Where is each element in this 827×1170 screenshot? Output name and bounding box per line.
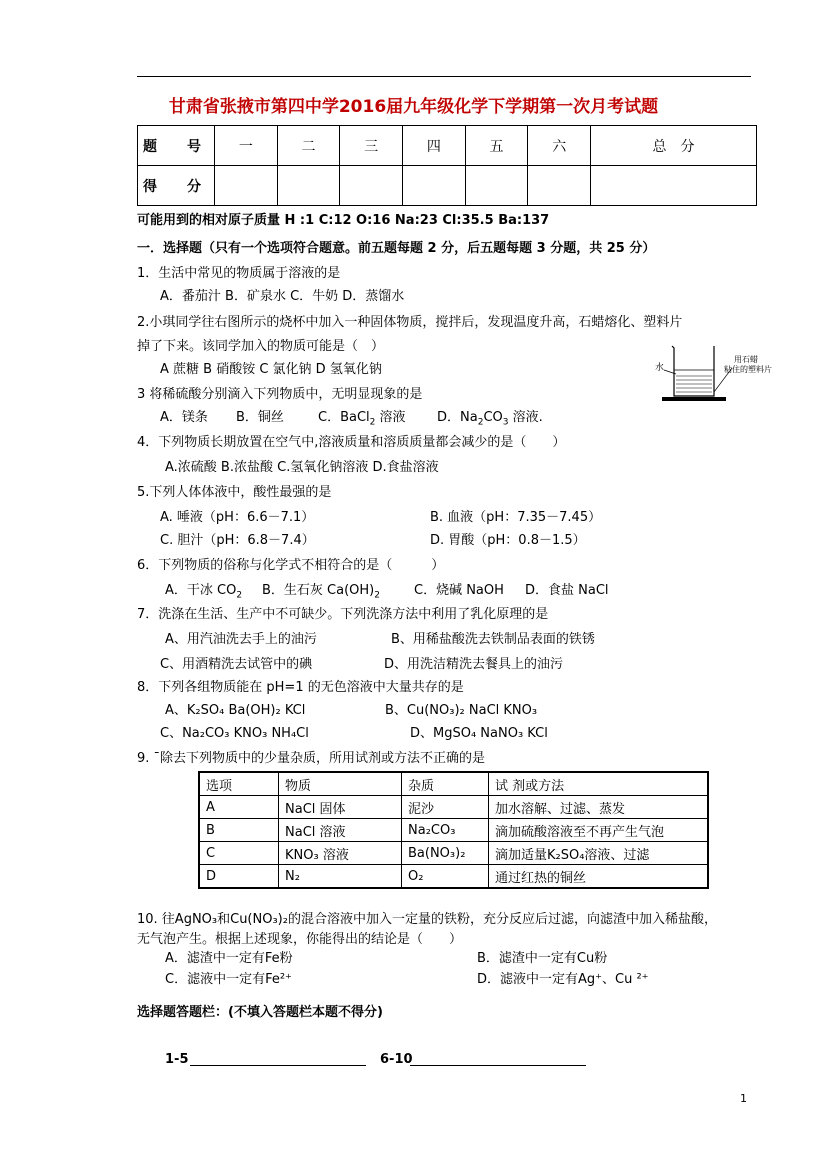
q3-option-c: C．BaCl$_2$ 溶液: [318, 410, 406, 428]
row-method: 滴加硫酸溶液至不再产生气泡: [489, 819, 709, 842]
q5-option-a: A. 唾液（pH：6.6－7.1）: [160, 510, 315, 525]
q5-option-d: D. 胃酸（pH：0.8－1.5）: [430, 533, 586, 548]
q4-options: A.浓硫酸 B.浓盐酸 C.氢氧化钠溶液 D.食盐溶液: [165, 460, 439, 475]
q8-option-b: B、Cu(NO₃)₂ NaCl KNO₃: [385, 703, 538, 718]
row-substance: NaCl 溶液: [279, 819, 402, 842]
row-option: B: [199, 819, 279, 842]
header-impurity: 杂质: [402, 772, 489, 796]
header-method: 试 剂或方法: [489, 772, 709, 796]
impurity-table: [198, 771, 709, 889]
row-option: A: [199, 796, 279, 819]
impurity-table-header: [199, 772, 708, 796]
row-impurity: 泥沙: [402, 796, 489, 819]
q8-option-a: A、K₂SO₄ Ba(OH)₂ KCl: [165, 703, 306, 718]
score-cell[interactable]: [591, 166, 757, 206]
q6-option-a: A．干冰 $CO_2$: [165, 583, 243, 601]
q3-stem: 3 将稀硫酸分别滴入下列物质中，无明显现象的是: [137, 387, 423, 402]
header-substance: 物质: [279, 772, 402, 796]
score-cell[interactable]: [340, 166, 403, 206]
q8-option-d: D、MgSO₄ NaNO₃ KCl: [410, 726, 548, 741]
row-impurity: O₂: [402, 865, 489, 889]
q10-stem-line2: 无气泡产生。根据上述现象，你能得出的结论是（ ）: [137, 932, 463, 947]
q1-stem: 1．生活中常见的物质属于溶液的是: [137, 266, 341, 281]
q4-stem: 4．下列物质长期放置在空气中,溶液质量和溶质质量都会减少的是（ ）: [137, 435, 566, 450]
score-cell[interactable]: [528, 166, 591, 206]
q7-option-c: C、用酒精洗去试管中的碘: [160, 657, 313, 672]
q9-stem: 9. ˉ除去下列物质中的少量杂质，所用试剂或方法不正确的是: [137, 751, 486, 766]
q10-option-d: D．滤液中一定有Ag⁺、Cu ²⁺: [477, 972, 649, 987]
score-table-score-row: [138, 166, 757, 206]
score-cell[interactable]: [277, 166, 340, 206]
q8-option-c: C、Na₂CO₃ KNO₃ NH₄Cl: [160, 726, 309, 741]
score-col-5: 五: [465, 126, 528, 166]
q10-option-b: B．滤渣中一定有Cu粉: [477, 951, 608, 966]
q5-option-c: C. 胆汁（pH：6.8－7.4）: [160, 533, 315, 548]
row-substance: KNO₃ 溶液: [279, 842, 402, 865]
answer-blank-6-10[interactable]: [410, 1065, 586, 1066]
row-impurity: Na₂CO₃: [402, 819, 489, 842]
answer-label-1-5: 1-5: [165, 1052, 189, 1067]
page-number: 1: [740, 1092, 747, 1105]
q7-option-b: B、用稀盐酸洗去铁制品表面的铁锈: [391, 632, 595, 647]
score-col-1: 一: [215, 126, 278, 166]
row-impurity: Ba(NO₃)₂: [402, 842, 489, 865]
table-row: [199, 865, 708, 889]
score-table-header-row: [138, 126, 757, 166]
beaker-figure: [652, 340, 782, 408]
q6-option-d: D．食盐 NaCl: [525, 583, 609, 598]
row-option: D: [199, 865, 279, 889]
figure-label-water: 水: [655, 363, 665, 373]
table-row: [199, 842, 708, 865]
score-cell[interactable]: [465, 166, 528, 206]
header-option: 选项: [199, 772, 279, 796]
answer-label-6-10: 6-10: [380, 1052, 413, 1067]
q1-options: A．番茄汁 B．矿泉水 C．牛奶 D．蒸馏水: [160, 289, 405, 304]
q7-option-d: D、用洗洁精洗去餐具上的油污: [384, 657, 564, 672]
q5-stem: 5.下列人体体液中，酸性最强的是: [137, 485, 332, 500]
score-col-6: 六: [528, 126, 591, 166]
row-substance: NaCl 固体: [279, 796, 402, 819]
table-row: [199, 796, 708, 819]
score-cell[interactable]: [215, 166, 278, 206]
q2-stem-line2: 掉了下来。该同学加入的物质可能是（ ）: [137, 339, 385, 354]
row-method: 滴加适量K₂SO₄溶液、过滤: [489, 842, 709, 865]
answer-blank-1-5[interactable]: [190, 1065, 366, 1066]
q6-option-c: C．烧碱 NaOH: [414, 583, 504, 598]
row-method: 加水溶解、过滤、蒸发: [489, 796, 709, 819]
top-rule: [137, 76, 751, 77]
q10-stem-line1: 10. 往AgNO₃和Cu(NO₃)₂的混合溶液中加入一定量的铁粉，充分反应后过滤，向滤渣中加入稀盐酸，: [137, 912, 717, 927]
q2-options: A 蔗糖 B 硝酸铵 C 氯化钠 D 氢氧化钠: [160, 362, 382, 377]
q7-stem: 7．洗涤在生活、生产中不可缺少。下列洗涤方法中利用了乳化原理的是: [137, 607, 549, 622]
q3-option-b: B．铜丝: [236, 410, 284, 425]
answer-bar-title: 选择题答题栏：(不填入答题栏本题不得分): [137, 1005, 383, 1020]
atomic-masses: 可能用到的相对原子质量 H :1 C:12 O:16 Na:23 Cl:35.5 Ba:137: [137, 213, 550, 228]
score-col-3: 三: [340, 126, 403, 166]
q3-option-d: D．$Na_2CO_3$ 溶液.: [437, 410, 543, 428]
section1-heading: 一．选择题（只有一个选项符合题意。前五题每题 2 分，后五题每题 3 分题，共 25 分）: [137, 241, 656, 256]
score-table-row-label: 得 分: [138, 166, 215, 206]
row-method: 通过红热的铜丝: [489, 865, 709, 889]
row-substance: N₂: [279, 865, 402, 889]
q2-stem-line1: 2.小琪同学往右图所示的烧杯中加入一种固体物质，搅拌后，发现温度升高，石蜡熔化、塑料片: [137, 315, 683, 330]
q10-option-a: A．滤渣中一定有Fe粉: [165, 951, 293, 966]
q8-stem: 8．下列各组物质能在 pH=1 的无色溶液中大量共存的是: [137, 680, 464, 695]
row-option: C: [199, 842, 279, 865]
page-title: 甘肃省张掖市第四中学2016届九年级化学下学期第一次月考试题: [168, 97, 659, 117]
figure-label-2: 粘住的塑料片: [724, 365, 772, 374]
score-table: [137, 125, 757, 206]
q6-option-b: B．生石灰 $Ca(OH)_2$: [262, 583, 380, 601]
q5-option-b: B. 血液（pH：7.35－7.45）: [430, 510, 602, 525]
score-col-4: 四: [403, 126, 466, 166]
q3-option-a: A．镁条: [160, 410, 208, 425]
q6-stem: 6．下列物质的俗称与化学式不相符合的是（ ）: [137, 558, 445, 573]
score-col-2: 二: [277, 126, 340, 166]
score-col-total: 总 分: [591, 126, 757, 166]
figure-label-1: 用石蜡: [734, 355, 758, 364]
q7-option-a: A、用汽油洗去手上的油污: [165, 632, 317, 647]
table-row: [199, 819, 708, 842]
q10-option-c: C．滤液中一定有Fe²⁺: [165, 972, 292, 987]
score-cell[interactable]: [403, 166, 466, 206]
score-table-row-label: 题 号: [138, 126, 215, 166]
